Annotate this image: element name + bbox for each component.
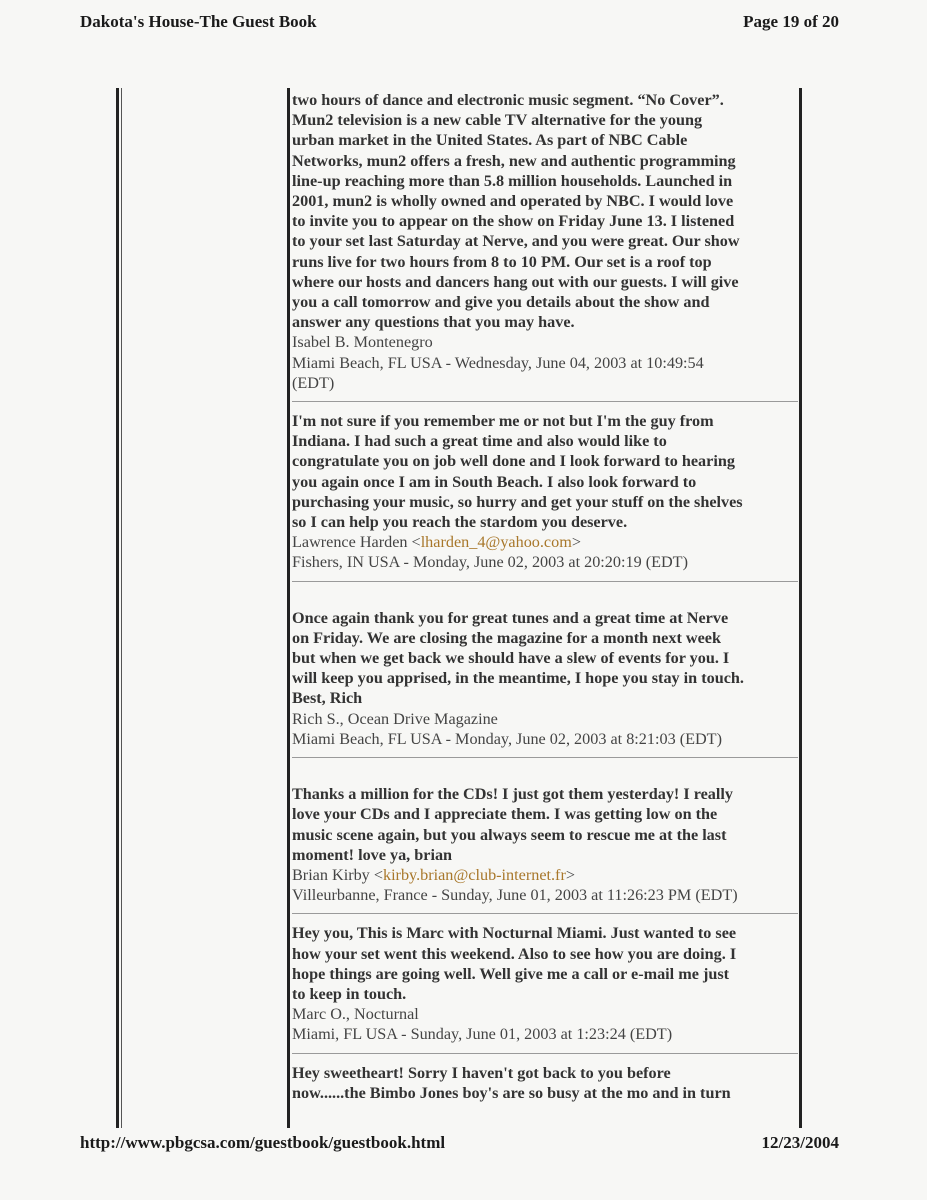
entry-location: Fishers, IN USA - Monday, June 02, 2003 at 20:20:19 (EDT): [292, 553, 688, 572]
entry-location: Villeurbanne, France - Sunday, June 01, 2003 at 11:26:23 PM (EDT): [292, 886, 738, 905]
entry-divider: [292, 1053, 798, 1054]
page-border-left-inner: [121, 88, 122, 1128]
guestbook-entries: [292, 90, 798, 1103]
page-header-title: Dakota's House-The Guest Book: [80, 12, 317, 31]
entry-message: Thanks a million for the CDs! I just got them yesterday! I really love your CDs and I appreciate them. I was getting low on the music scene again, but you always seem to rescue me at the last moment! love ya, brian: [292, 785, 733, 864]
guestbook-column-border-left: [287, 88, 290, 1128]
entry-message: Once again thank you for great tunes and a great time at Nerve on Friday. We are closing the magazine for a month next week but when we get back we should have a slew of events for you. I will keep you apprised, in the meantime, I hope you stay in touch. Best, Rich: [292, 608, 744, 708]
entry-location: Miami Beach, FL USA - Wednesday, June 04, 2003 at 10:49:54 (EDT): [292, 353, 704, 392]
guestbook-entry: [292, 784, 798, 905]
print-date: 12/23/2004: [761, 1133, 839, 1152]
entry-author: Rich S., Ocean Drive Magazine: [292, 709, 498, 728]
guestbook-entry: [292, 923, 798, 1044]
entry-divider: [292, 913, 798, 914]
entry-author: Isabel B. Montenegro: [292, 333, 433, 352]
entry-location: Miami Beach, FL USA - Monday, June 02, 2003 at 8:21:03 (EDT): [292, 729, 722, 748]
entry-message: Hey you, This is Marc with Nocturnal Miami. Just wanted to see how your set went this weekend. Also to see how you are doing. I hope things are going well. Well give me a call or e-mail me just to keep in touch.: [292, 924, 737, 1003]
entry-message: I'm not sure if you remember me or not but I'm the guy from Indiana. I had such a great time and also would like to congratulate you on job well done and I look forward to hearing you again once I am in South Beach. I also look forward to purchasing your music, so hurry and get your stuff on the shelves so I can help you reach the stardom you deserve.: [292, 412, 743, 532]
guestbook-entry: [292, 1063, 798, 1103]
entry-message: Hey sweetheart! Sorry I haven't got back to you before now......the Bimbo Jones boy's are so busy at the mo and in turn: [292, 1063, 731, 1102]
entry-divider: [292, 757, 798, 758]
entry-author-line: Brian Kirby <kirby.brian@club-internet.fr>: [292, 865, 575, 884]
entry-email-link[interactable]: kirby.brian@club-internet.fr: [382, 865, 566, 884]
entry-author: Lawrence Harden: [292, 533, 408, 552]
guestbook-entry: [292, 608, 798, 749]
guestbook-entry: [292, 90, 798, 393]
entry-author: Marc O., Nocturnal: [292, 1005, 419, 1024]
entry-author-line: Lawrence Harden <lharden_4@yahoo.com>: [292, 533, 581, 552]
entry-author: Brian Kirby: [292, 865, 370, 884]
page-border-left: [116, 88, 119, 1128]
guestbook-entry: [292, 411, 798, 573]
entry-message: two hours of dance and electronic music segment. “No Cover”. Mun2 television is a new cable TV alternative for the young urban market in the United States. As part of NBC Cable Networks, mun2 offers a fresh, new and authentic programming line-up reaching more than 5.8 million households. Launched in 2001, mun2 is wholly owned and operated by NBC. I would love to invite you to appear on the show on Friday June 13. I listened to your set last Saturday at Nerve, and you were great. Our show runs live for two hours from 8 to 10 PM. Our set is a roof top where our hosts and dancers hang out with our guests. I will give you a call tomorrow and give you details about the show and answer any questions that you may have.: [292, 91, 740, 332]
entry-email-link[interactable]: lharden_4@yahoo.com: [420, 533, 572, 552]
entry-divider: [292, 581, 798, 582]
page-url: http://www.pbgcsa.com/guestbook/guestbook.html: [80, 1133, 446, 1152]
entry-location: Miami, FL USA - Sunday, June 01, 2003 at 1:23:24 (EDT): [292, 1025, 673, 1044]
page-number: Page 19 of 20: [743, 12, 839, 31]
entry-divider: [292, 401, 798, 402]
guestbook-column-border-right: [799, 88, 802, 1128]
